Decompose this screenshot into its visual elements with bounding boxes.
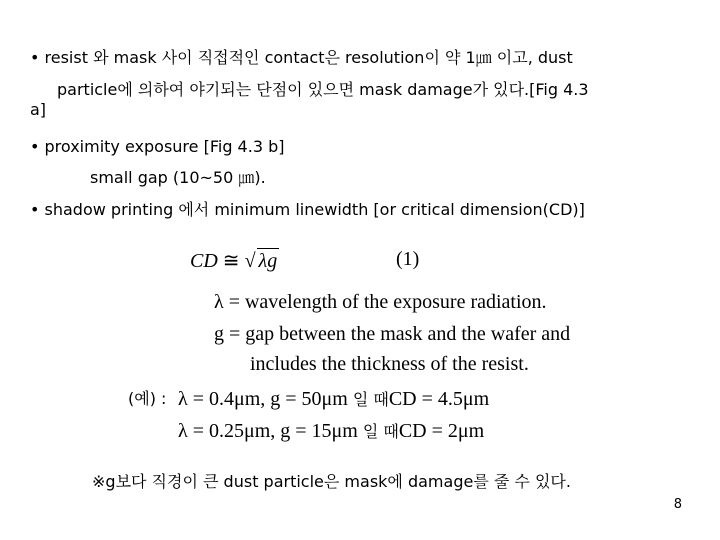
example-row-1 [178,387,489,412]
sqrt-symbol: √ [244,250,256,272]
bullet-1-line-1: • resist 와 mask 사이 직접적인 contact은 resolution이 약 1㎛ 이고, dust [30,48,573,67]
formula-approx: ≅ [222,250,240,272]
bullet-2: • proximity exposure [Fig 4.3 b] [30,137,285,156]
bullet-2-sub: small gap (10~50 ㎛). [90,168,266,187]
def-lambda: λ = wavelength of the exposure radiation. [214,291,547,313]
example-row-2-when: 일 때 [362,422,399,441]
sqrt-radicand: λg [258,250,278,272]
footnote: ※g보다 직경이 큰 dust particle은 mask에 damage를 줄 수 있다. [92,472,571,491]
bullet-1-line-2: particle에 의하여 야기되는 단점이 있으면 mask damage가 있다.[Fig 4.3 [57,80,589,99]
def-g-line-2: includes the thickness of the resist. [250,353,529,375]
example-row-1-values: λ = 0.4μm, g = 50μm [178,388,348,410]
example-row-2 [178,419,484,444]
equation-number: (1) [396,248,420,270]
example-row-2-values: λ = 0.25μm, g = 15μm [178,420,358,442]
def-g-line-1: g = gap between the mask and the wafer and [214,323,571,345]
example-row-1-when: 일 때 [352,390,389,409]
example-row-2-result: CD = 2μm [398,420,485,442]
formula-cd [190,248,279,273]
example-row-1-result: CD = 4.5μm [388,388,490,410]
bullet-1-line-3: a] [30,100,47,119]
page-number: 8 [673,497,682,512]
bullet-3: • shadow printing 에서 minimum linewidth [or critical dimension(CD)] [30,200,585,219]
formula-lhs: CD [190,250,218,272]
example-label: (예) : [128,389,167,408]
